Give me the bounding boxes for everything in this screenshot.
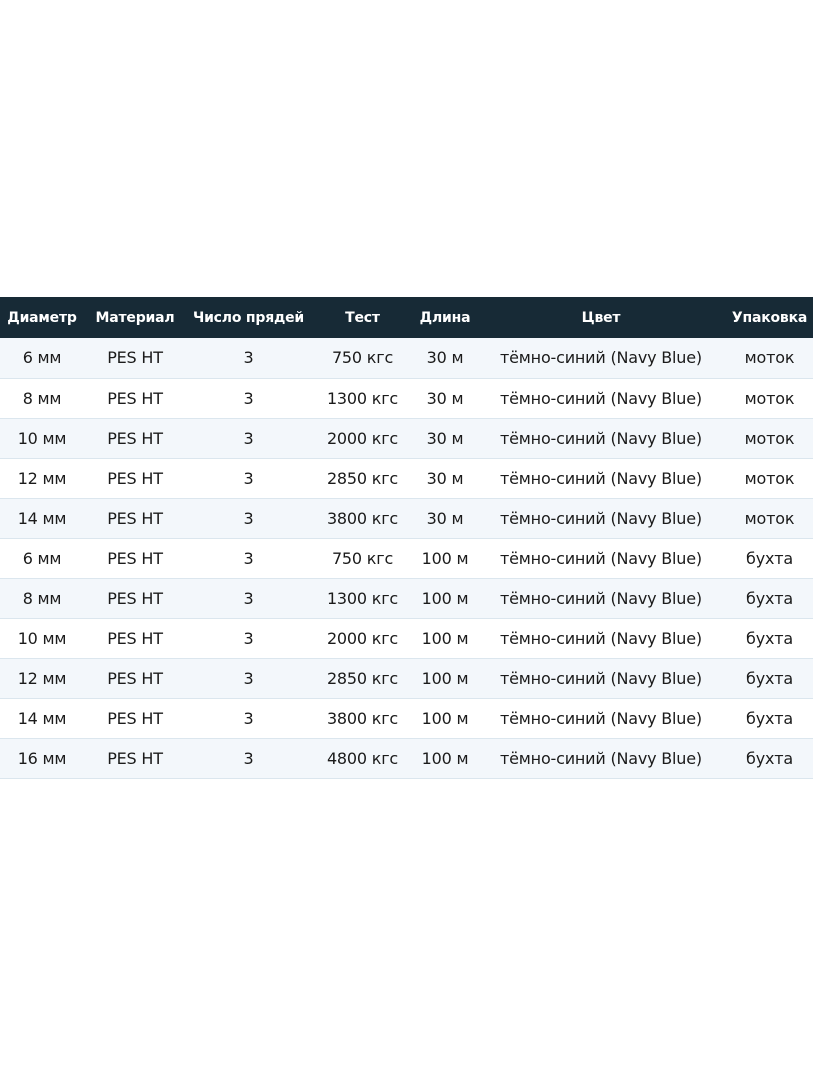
header-packaging: Упаковка: [731, 309, 808, 326]
cell-diameter: 16 мм: [17, 748, 67, 768]
cell-color: тёмно-синий (Navy Blue): [500, 628, 702, 648]
cell-length: 100 м: [421, 708, 469, 728]
cell-material: PES HT: [107, 508, 163, 528]
cell-test: 4800 кгс: [326, 748, 399, 768]
header-row: [0, 297, 813, 338]
cell-diameter: 10 мм: [17, 628, 67, 648]
cell-diameter: 8 мм: [22, 388, 62, 408]
cell-diameter: 10 мм: [17, 428, 67, 448]
table-row: [0, 698, 813, 738]
table-row: [0, 738, 813, 778]
cell-color: тёмно-синий (Navy Blue): [500, 388, 702, 408]
cell-material: PES HT: [107, 468, 163, 488]
cell-color: тёмно-синий (Navy Blue): [500, 668, 702, 688]
cell-length: 100 м: [421, 548, 469, 568]
cell-color: тёмно-синий (Navy Blue): [500, 348, 702, 368]
table-row: [0, 338, 813, 378]
table-row: [0, 418, 813, 458]
spec-table: [0, 297, 813, 779]
header-strands: Число прядей: [192, 309, 305, 326]
cell-test: 3800 кгс: [326, 508, 399, 528]
cell-length: 30 м: [426, 388, 464, 408]
table-row: [0, 458, 813, 498]
cell-packaging: моток: [744, 508, 795, 528]
cell-packaging: бухта: [746, 668, 793, 688]
cell-material: PES HT: [107, 708, 163, 728]
cell-strands: 3: [243, 468, 254, 488]
header-diameter: Диаметр: [7, 309, 77, 326]
cell-material: PES HT: [107, 548, 163, 568]
cell-packaging: моток: [744, 428, 795, 448]
table-row: [0, 578, 813, 618]
cell-material: PES HT: [107, 748, 163, 768]
header-length: Длина: [419, 309, 471, 326]
cell-diameter: 12 мм: [17, 468, 67, 488]
cell-length: 100 м: [421, 668, 469, 688]
table-row: [0, 658, 813, 698]
cell-diameter: 8 мм: [22, 588, 62, 608]
cell-packaging: моток: [744, 388, 795, 408]
cell-color: тёмно-синий (Navy Blue): [500, 428, 702, 448]
cell-color: тёмно-синий (Navy Blue): [500, 508, 702, 528]
table-row: [0, 498, 813, 538]
table-body: [0, 338, 813, 778]
cell-strands: 3: [243, 708, 254, 728]
cell-test: 750 кгс: [331, 348, 394, 368]
cell-test: 1300 кгс: [326, 388, 399, 408]
cell-color: тёмно-синий (Navy Blue): [500, 748, 702, 768]
cell-color: тёмно-синий (Navy Blue): [500, 708, 702, 728]
cell-packaging: бухта: [746, 628, 793, 648]
cell-strands: 3: [243, 748, 254, 768]
header-material: Материал: [95, 309, 175, 326]
header-test: Тест: [345, 309, 380, 326]
cell-diameter: 6 мм: [22, 548, 62, 568]
table-row: [0, 538, 813, 578]
cell-packaging: моток: [744, 348, 795, 368]
cell-color: тёмно-синий (Navy Blue): [500, 548, 702, 568]
cell-material: PES HT: [107, 588, 163, 608]
cell-length: 30 м: [426, 348, 464, 368]
cell-color: тёмно-синий (Navy Blue): [500, 468, 702, 488]
cell-strands: 3: [243, 428, 254, 448]
cell-test: 2850 кгс: [326, 668, 399, 688]
cell-color: тёмно-синий (Navy Blue): [500, 588, 702, 608]
cell-diameter: 14 мм: [17, 708, 67, 728]
cell-packaging: бухта: [746, 708, 793, 728]
cell-length: 30 м: [426, 428, 464, 448]
cell-strands: 3: [243, 548, 254, 568]
cell-strands: 3: [243, 348, 254, 368]
cell-length: 100 м: [421, 748, 469, 768]
cell-strands: 3: [243, 588, 254, 608]
cell-material: PES HT: [107, 668, 163, 688]
cell-test: 2850 кгс: [326, 468, 399, 488]
cell-material: PES HT: [107, 348, 163, 368]
cell-length: 100 м: [421, 628, 469, 648]
cell-material: PES HT: [107, 628, 163, 648]
cell-packaging: бухта: [746, 748, 793, 768]
cell-test: 2000 кгс: [326, 628, 399, 648]
cell-diameter: 14 мм: [17, 508, 67, 528]
cell-strands: 3: [243, 628, 254, 648]
cell-length: 30 м: [426, 468, 464, 488]
table-row: [0, 618, 813, 658]
cell-material: PES HT: [107, 388, 163, 408]
cell-diameter: 6 мм: [22, 348, 62, 368]
cell-packaging: бухта: [746, 588, 793, 608]
cell-test: 2000 кгс: [326, 428, 399, 448]
table-header: [0, 297, 813, 338]
cell-length: 100 м: [421, 588, 469, 608]
cell-length: 30 м: [426, 508, 464, 528]
header-color: Цвет: [581, 309, 621, 326]
cell-diameter: 12 мм: [17, 668, 67, 688]
cell-packaging: бухта: [746, 548, 793, 568]
cell-test: 1300 кгс: [326, 588, 399, 608]
table-row: [0, 378, 813, 418]
cell-test: 750 кгс: [331, 548, 394, 568]
cell-packaging: моток: [744, 468, 795, 488]
cell-material: PES HT: [107, 428, 163, 448]
cell-test: 3800 кгс: [326, 708, 399, 728]
cell-strands: 3: [243, 508, 254, 528]
cell-strands: 3: [243, 668, 254, 688]
cell-strands: 3: [243, 388, 254, 408]
spec-table-container: [0, 297, 813, 779]
